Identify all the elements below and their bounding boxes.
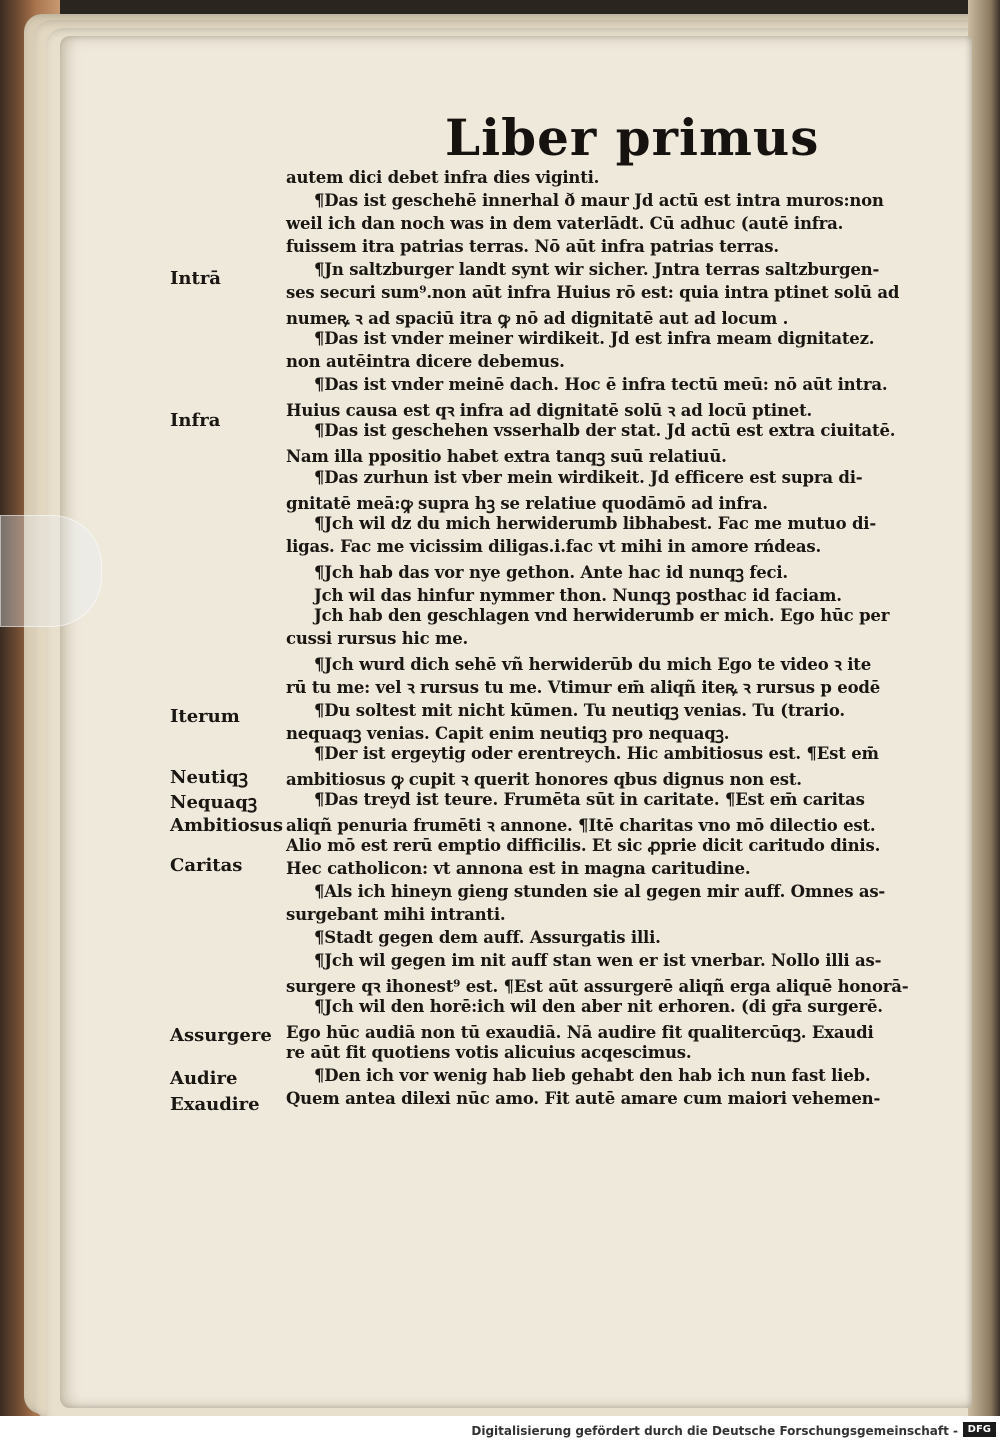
text-line: ambitiosus ꝙ cupit ꝛ querit honores qbus dignus non est. bbox=[286, 770, 802, 789]
text-line: Alio mō est rerū emptio difficilis. Et sic ꝓprie dicit caritudo dinis. bbox=[286, 836, 881, 855]
text-line: nequaqꝫ venias. Capit enim neutiqꝫ pro nequaqꝫ. bbox=[286, 724, 730, 743]
marginal-note: Neutiqꝫ bbox=[170, 767, 248, 788]
text-line: Hec catholicon: vt annona est in magna caritudine. bbox=[286, 859, 751, 878]
funding-credit: Digitalisierung gefördert durch die Deutsche Forschungsgemeinschaft - bbox=[471, 1424, 958, 1438]
text-line: Nam illa ppositio habet extra tanqꝫ suū relatiuū. bbox=[286, 447, 727, 466]
right-page-edge bbox=[968, 0, 1000, 1430]
text-line: ¶Das ist vnder meiner wirdikeit. Jd est infra meam dignitatez. bbox=[314, 329, 875, 348]
text-line: surgebant mihi intranti. bbox=[286, 905, 506, 924]
marginal-note: Intrā bbox=[170, 268, 221, 289]
text-line: ¶Das ist vnder meinē dach. Hoc ē infra tectū meū: nō aūt intra. bbox=[314, 375, 888, 394]
marginal-note: Audire bbox=[170, 1068, 238, 1089]
text-line: ¶Stadt gegen dem auff. Assurgatis illi. bbox=[314, 928, 661, 947]
text-line: non autēintra dicere debemus. bbox=[286, 352, 565, 371]
footer-bar bbox=[0, 1416, 1000, 1446]
text-line: ¶Jch wurd dich sehē vñ herwiderūb du mich Ego te video ꝛ ite bbox=[314, 655, 871, 674]
text-line: Jch hab den geschlagen vnd herwiderumb er mich. Ego hūc per bbox=[314, 606, 890, 625]
marginal-note: Iterum bbox=[170, 706, 240, 727]
marginal-note: Exaudire bbox=[170, 1094, 260, 1115]
text-line: weil ich dan noch was in dem vaterlādt. Cū adhuc (autē infra. bbox=[286, 214, 844, 233]
text-line: ¶Jch hab das vor nye gethon. Ante hac id nunqꝫ feci. bbox=[314, 563, 788, 582]
dfg-logo: DFG bbox=[963, 1422, 996, 1437]
text-line: Jch wil das hinfur nymmer thon. Nunqꝫ posthac id faciam. bbox=[314, 586, 842, 605]
text-line: Huius causa est qꝛ infra ad dignitatē solū ꝛ ad locū ptinet. bbox=[286, 401, 813, 420]
text-line: ¶Du soltest mit nicht kūmen. Tu neutiqꝫ venias. Tu (trario. bbox=[314, 701, 845, 720]
text-line: ¶Jch wil dz du mich herwiderumb libhabest. Fac me mutuo di- bbox=[314, 514, 877, 533]
running-head: Liber primus bbox=[445, 108, 820, 167]
marginal-note: Assurgere bbox=[170, 1025, 272, 1046]
text-line: ¶Das treyd ist teure. Frumēta sūt in caritate. ¶Est em̄ caritas bbox=[314, 790, 865, 809]
marginal-note: Ambitiosus bbox=[170, 815, 283, 836]
text-line: aliqñ penuria frumēti ꝛ annone. ¶Itē charitas vno mō dilectio est. bbox=[286, 816, 876, 835]
marginal-note: Caritas bbox=[170, 855, 243, 876]
text-line: Ego hūc audiā non tū exaudiā. Nā audire fit qualitercūqꝫ. Exaudi bbox=[286, 1023, 874, 1042]
text-line: surgere qꝛ ihonest⁹ est. ¶Est aūt assurgerē aliqñ erga aliquē honorā- bbox=[286, 977, 909, 996]
text-line: ¶Jn saltzburger landt synt wir sicher. Jntra terras saltzburgen- bbox=[314, 260, 880, 279]
text-line: ¶Der ist ergeytig oder erentreych. Hic ambitiosus est. ¶Est em̄ bbox=[314, 744, 879, 763]
text-line: ses securi sum⁹.non aūt infra Huius rō est: quia intra ptinet solū ad bbox=[286, 283, 900, 302]
text-line: ¶Den ich vor wenig hab lieb gehabt den hab ich nun fast lieb. bbox=[314, 1066, 871, 1085]
text-line: numeꝶ ꝛ ad spaciū itra ꝙ nō ad dignitatē aut ad locum . bbox=[286, 309, 789, 328]
text-line: ¶Das ist geschehen vsserhalb der stat. Jd actū est extra ciuitatē. bbox=[314, 421, 896, 440]
text-line: fuissem itra patrias terras. Nō aūt infra patrias terras. bbox=[286, 237, 779, 256]
marginal-note: Infra bbox=[170, 410, 221, 431]
text-line: ¶Das ist geschehē innerhal ð maur Jd actū est intra muros:non bbox=[314, 191, 884, 210]
text-line: ¶Das zurhun ist vber mein wirdikeit. Jd efficere est supra di- bbox=[314, 468, 863, 487]
text-line: ¶Als ich hineyn gieng stunden sie al gegen mir auff. Omnes as- bbox=[314, 882, 886, 901]
marginal-note: Nequaqꝫ bbox=[170, 792, 258, 813]
text-line: autem dici debet infra dies viginti. bbox=[286, 168, 600, 187]
text-line: ligas. Fac me vicissim diligas.i.fac vt mihi in amore rńdeas. bbox=[286, 537, 821, 556]
text-line: re aūt fit quotiens votis alicuius acqescimus. bbox=[286, 1043, 692, 1062]
text-line: gnitatē meā:ꝙ supra hꝫ se relatiue quodāmō ad infra. bbox=[286, 494, 768, 513]
plastic-clip bbox=[0, 515, 102, 627]
text-line: rū tu me: vel ꝛ rursus tu me. Vtimur em̄ aliqñ iteꝶ ꝛ rursus p eodē bbox=[286, 678, 881, 697]
text-line: ¶Jch wil gegen im nit auff stan wen er ist vnerbar. Nollo illi as- bbox=[314, 951, 882, 970]
text-line: ¶Jch wil den horē:ich wil den aber nit erhoren. (di gr̄a surgerē. bbox=[314, 997, 883, 1016]
text-line: cussi rursus hic me. bbox=[286, 629, 469, 648]
text-line: Quem antea dilexi nūc amo. Fit autē amare cum maiori vehemen- bbox=[286, 1089, 881, 1108]
